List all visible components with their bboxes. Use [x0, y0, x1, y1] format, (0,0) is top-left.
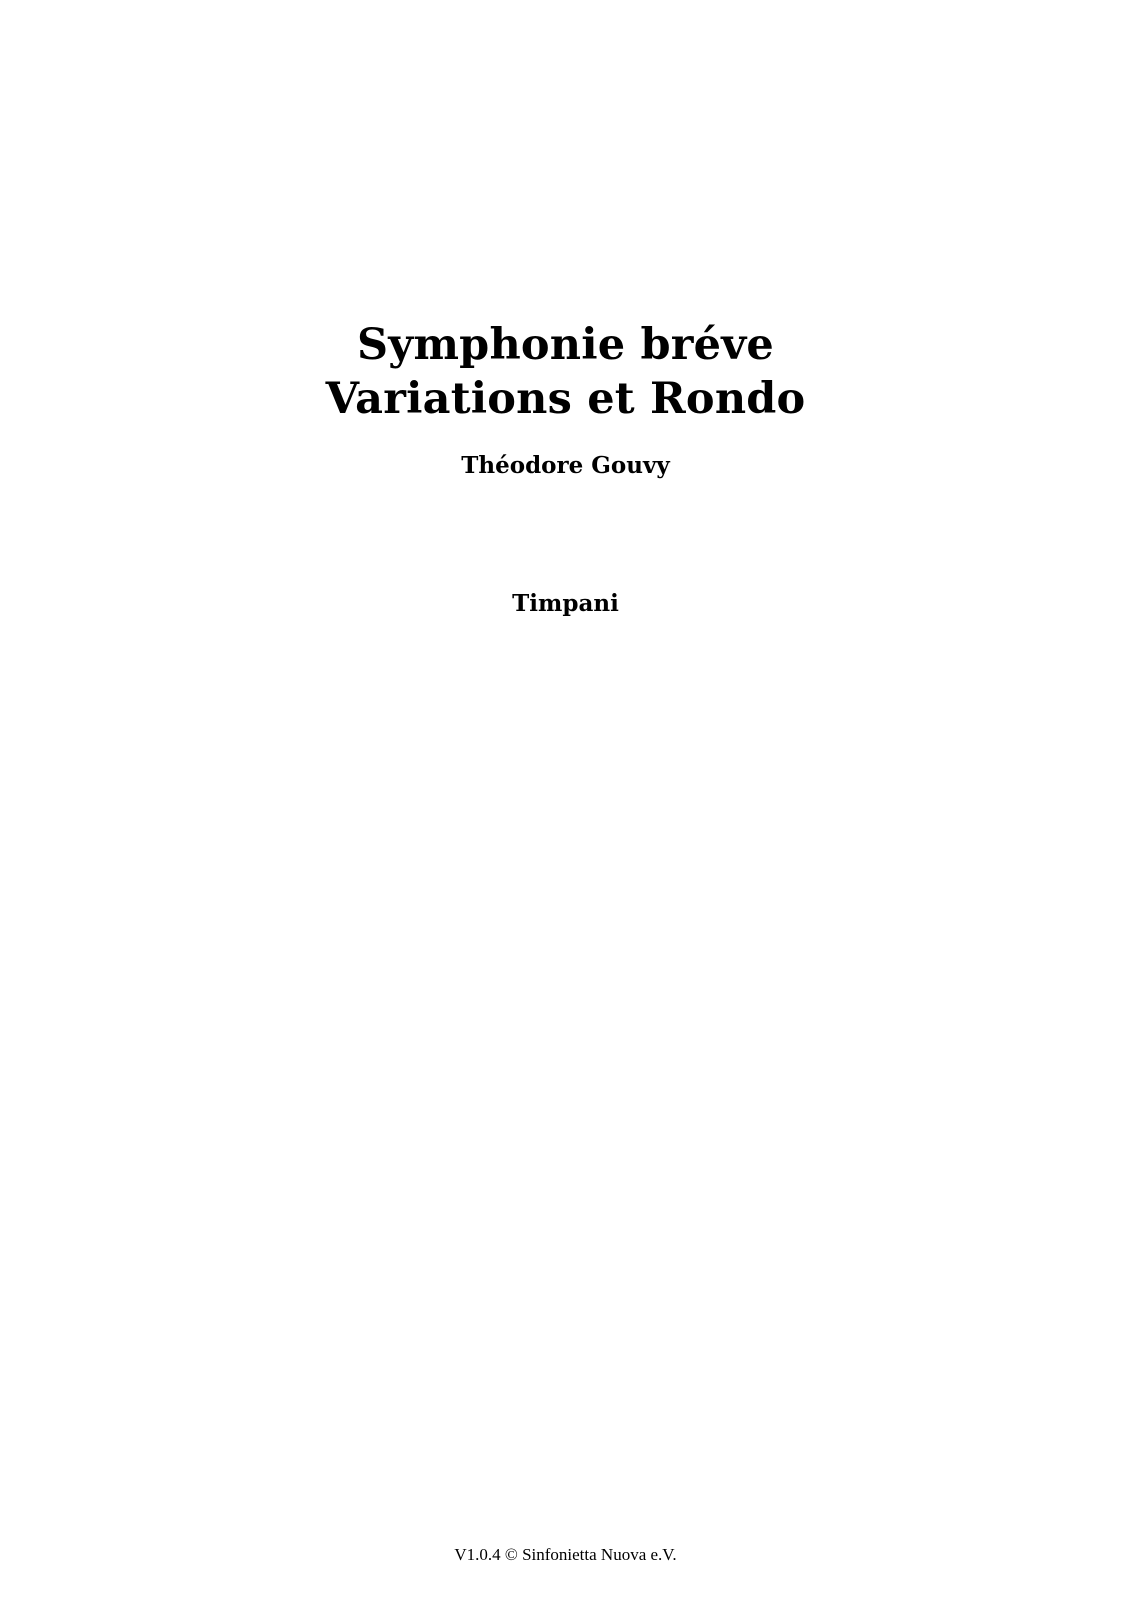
- instrument-name: Timpani: [512, 590, 619, 617]
- title-line-1: Symphonie bréve: [357, 320, 774, 370]
- title-line-2: Variations et Rondo: [325, 374, 806, 424]
- footer-version-copyright: V1.0.4 © Sinfonietta Nuova e.V.: [454, 1545, 677, 1564]
- title-block: [0, 318, 1131, 426]
- composer-name: Théodore Gouvy: [461, 452, 670, 479]
